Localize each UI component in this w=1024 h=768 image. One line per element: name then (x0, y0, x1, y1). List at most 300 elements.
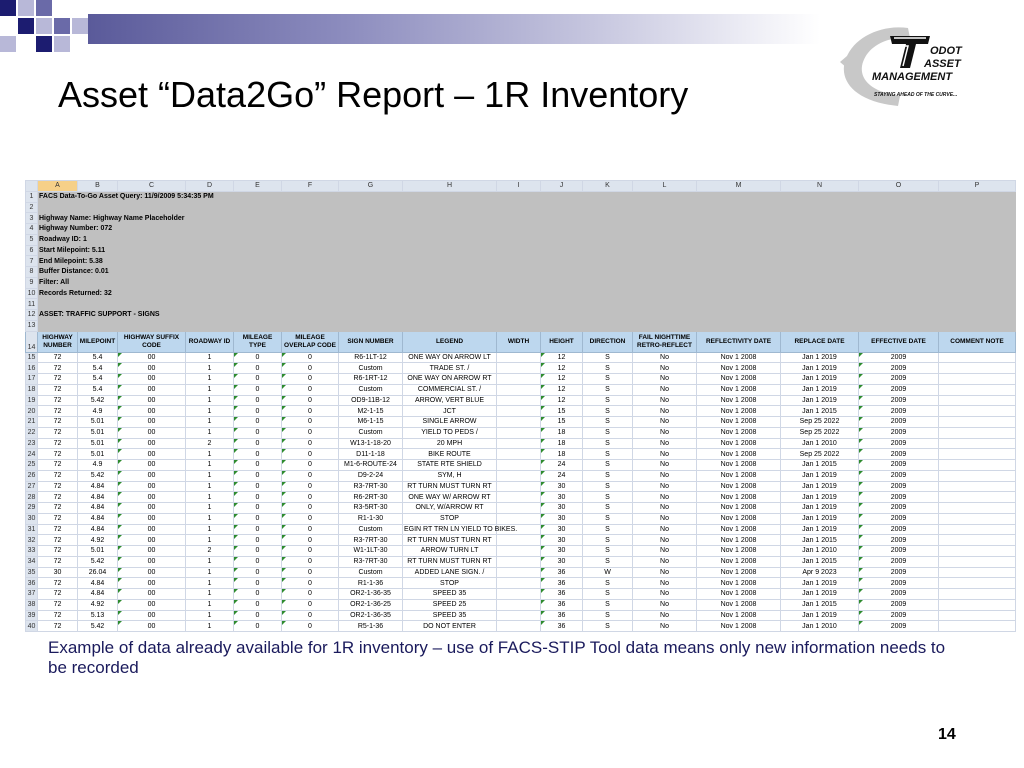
table-cell[interactable]: 0 (282, 621, 339, 632)
table-cell[interactable]: No (633, 589, 697, 600)
table-cell[interactable]: No (633, 578, 697, 589)
column-header-M[interactable]: M (697, 181, 781, 192)
table-cell[interactable] (497, 470, 541, 481)
table-cell[interactable]: 12 (541, 374, 583, 385)
table-cell[interactable]: 0 (234, 578, 282, 589)
table-cell[interactable] (497, 492, 541, 503)
table-cell[interactable]: OD9-11B-12 (339, 395, 403, 406)
table-cell[interactable] (497, 363, 541, 374)
table-cell[interactable]: 2009 (859, 406, 939, 417)
table-cell[interactable]: Custom (339, 384, 403, 395)
table-cell[interactable]: 0 (282, 427, 339, 438)
table-cell[interactable]: 12 (541, 363, 583, 374)
table-cell[interactable]: S (583, 589, 633, 600)
table-cell[interactable]: 72 (38, 417, 78, 428)
table-cell[interactable]: 72 (38, 578, 78, 589)
table-cell[interactable]: S (583, 481, 633, 492)
table-cell[interactable]: Jan 1 2019 (781, 524, 859, 535)
table-cell[interactable]: 4.84 (78, 503, 118, 514)
header-cell[interactable]: FAIL NIGHTTIME RETRO-REFLECT (633, 331, 697, 352)
table-cell[interactable]: RT TURN MUST TURN RT (403, 481, 497, 492)
table-cell[interactable]: S (583, 503, 633, 514)
table-cell[interactable]: 0 (282, 535, 339, 546)
table-cell[interactable]: 2009 (859, 438, 939, 449)
table-cell[interactable]: 1 (186, 524, 234, 535)
table-cell[interactable]: 0 (282, 352, 339, 363)
table-cell[interactable]: 4.92 (78, 535, 118, 546)
header-cell[interactable]: EFFECTIVE DATE (859, 331, 939, 352)
table-cell[interactable]: No (633, 470, 697, 481)
table-cell[interactable]: 1 (186, 384, 234, 395)
table-cell[interactable]: 2009 (859, 470, 939, 481)
table-cell[interactable]: 1 (186, 449, 234, 460)
table-cell[interactable] (939, 352, 1016, 363)
table-cell[interactable]: Nov 1 2008 (697, 524, 781, 535)
table-cell[interactable]: S (583, 363, 633, 374)
table-cell[interactable]: 0 (282, 449, 339, 460)
table-cell[interactable] (939, 599, 1016, 610)
table-cell[interactable]: 72 (38, 535, 78, 546)
column-header-D[interactable]: D (186, 181, 234, 192)
meta-cell[interactable]: Start Milepoint: 5.11 (38, 245, 1016, 256)
table-cell[interactable]: 0 (234, 352, 282, 363)
table-cell[interactable]: 4.84 (78, 524, 118, 535)
row-number[interactable]: 5 (26, 234, 38, 245)
table-cell[interactable]: 00 (118, 417, 186, 428)
table-cell[interactable]: Nov 1 2008 (697, 460, 781, 471)
table-cell[interactable]: Nov 1 2008 (697, 374, 781, 385)
table-cell[interactable] (497, 589, 541, 600)
table-cell[interactable]: No (633, 449, 697, 460)
table-cell[interactable]: 5.4 (78, 363, 118, 374)
column-header-K[interactable]: K (583, 181, 633, 192)
table-cell[interactable]: S (583, 621, 633, 632)
table-cell[interactable]: 2009 (859, 492, 939, 503)
table-cell[interactable] (939, 427, 1016, 438)
table-cell[interactable]: Jan 1 2019 (781, 481, 859, 492)
table-cell[interactable]: 2009 (859, 384, 939, 395)
table-cell[interactable]: 72 (38, 546, 78, 557)
table-cell[interactable]: 1 (186, 578, 234, 589)
row-number[interactable]: 23 (26, 438, 38, 449)
table-cell[interactable]: 5.4 (78, 374, 118, 385)
meta-cell[interactable] (38, 202, 1016, 213)
row-number[interactable]: 39 (26, 610, 38, 621)
table-cell[interactable]: 72 (38, 470, 78, 481)
table-cell[interactable]: 00 (118, 460, 186, 471)
table-cell[interactable]: S (583, 406, 633, 417)
table-cell[interactable]: 0 (234, 417, 282, 428)
table-cell[interactable]: 0 (282, 460, 339, 471)
table-cell[interactable] (939, 460, 1016, 471)
table-cell[interactable]: RT TURN MUST TURN RT (403, 535, 497, 546)
table-cell[interactable]: 2009 (859, 460, 939, 471)
table-cell[interactable]: 36 (541, 589, 583, 600)
table-cell[interactable]: 36 (541, 621, 583, 632)
table-cell[interactable]: R3-7RT-30 (339, 535, 403, 546)
column-header-A[interactable]: A (38, 181, 78, 192)
table-cell[interactable]: 5.01 (78, 417, 118, 428)
table-cell[interactable]: 2009 (859, 556, 939, 567)
table-cell[interactable]: 0 (282, 599, 339, 610)
table-cell[interactable]: S (583, 513, 633, 524)
table-cell[interactable]: Sep 25 2022 (781, 417, 859, 428)
table-cell[interactable]: 00 (118, 589, 186, 600)
row-number[interactable]: 2 (26, 202, 38, 213)
table-cell[interactable]: 00 (118, 481, 186, 492)
table-cell[interactable]: SPEED 35 (403, 589, 497, 600)
table-cell[interactable]: Jan 1 2015 (781, 599, 859, 610)
table-cell[interactable]: 00 (118, 535, 186, 546)
table-cell[interactable]: No (633, 427, 697, 438)
table-cell[interactable] (939, 578, 1016, 589)
table-cell[interactable]: R1-1-30 (339, 513, 403, 524)
column-header-J[interactable]: J (541, 181, 583, 192)
table-cell[interactable]: 00 (118, 524, 186, 535)
table-cell[interactable]: 72 (38, 460, 78, 471)
table-cell[interactable]: 30 (541, 546, 583, 557)
meta-cell[interactable]: Highway Name: Highway Name Placeholder (38, 213, 1016, 224)
table-cell[interactable]: Custom (339, 427, 403, 438)
table-cell[interactable]: No (633, 546, 697, 557)
table-cell[interactable]: Nov 1 2008 (697, 470, 781, 481)
table-cell[interactable]: Nov 1 2008 (697, 352, 781, 363)
table-cell[interactable] (497, 599, 541, 610)
table-cell[interactable]: No (633, 417, 697, 428)
table-cell[interactable]: Nov 1 2008 (697, 406, 781, 417)
table-cell[interactable] (497, 578, 541, 589)
column-header-H[interactable]: H (403, 181, 497, 192)
table-cell[interactable] (497, 513, 541, 524)
row-number[interactable]: 10 (26, 288, 38, 299)
table-cell[interactable]: Jan 1 2010 (781, 546, 859, 557)
header-cell[interactable]: ROADWAY ID (186, 331, 234, 352)
table-cell[interactable]: Jan 1 2015 (781, 406, 859, 417)
table-cell[interactable]: 2 (186, 546, 234, 557)
table-cell[interactable]: Nov 1 2008 (697, 589, 781, 600)
table-cell[interactable]: 4.9 (78, 460, 118, 471)
table-cell[interactable]: 0 (234, 395, 282, 406)
table-cell[interactable]: 30 (541, 535, 583, 546)
table-cell[interactable]: 18 (541, 427, 583, 438)
table-cell[interactable] (939, 535, 1016, 546)
table-cell[interactable]: No (633, 524, 697, 535)
table-cell[interactable]: ONE WAY ON ARROW RT (403, 374, 497, 385)
row-number[interactable]: 8 (26, 267, 38, 278)
table-cell[interactable]: 2009 (859, 395, 939, 406)
table-cell[interactable]: 72 (38, 492, 78, 503)
table-cell[interactable]: 72 (38, 481, 78, 492)
table-cell[interactable]: 2009 (859, 578, 939, 589)
table-cell[interactable]: Nov 1 2008 (697, 427, 781, 438)
table-cell[interactable]: S (583, 460, 633, 471)
table-cell[interactable]: S (583, 395, 633, 406)
table-cell[interactable]: Sep 25 2022 (781, 449, 859, 460)
table-cell[interactable]: 5.01 (78, 546, 118, 557)
table-cell[interactable]: DO NOT ENTER (403, 621, 497, 632)
table-cell[interactable]: ONE WAY ON ARROW LT (403, 352, 497, 363)
table-cell[interactable]: OR2-1-36-35 (339, 589, 403, 600)
table-cell[interactable] (497, 395, 541, 406)
table-cell[interactable]: 0 (234, 427, 282, 438)
table-cell[interactable] (939, 438, 1016, 449)
table-cell[interactable]: 0 (282, 556, 339, 567)
table-cell[interactable] (939, 417, 1016, 428)
table-cell[interactable]: 24 (541, 460, 583, 471)
header-cell[interactable]: SIGN NUMBER (339, 331, 403, 352)
table-cell[interactable]: 72 (38, 503, 78, 514)
table-cell[interactable]: S (583, 438, 633, 449)
table-cell[interactable]: 2009 (859, 589, 939, 600)
table-cell[interactable]: Jan 1 2019 (781, 513, 859, 524)
table-cell[interactable]: 00 (118, 406, 186, 417)
column-header-G[interactable]: G (339, 181, 403, 192)
row-number[interactable]: 9 (26, 277, 38, 288)
table-cell[interactable]: 0 (282, 470, 339, 481)
table-cell[interactable]: 2009 (859, 524, 939, 535)
table-cell[interactable]: Jan 1 2019 (781, 374, 859, 385)
table-cell[interactable]: 0 (234, 374, 282, 385)
table-cell[interactable]: 30 (541, 492, 583, 503)
table-cell[interactable]: 0 (234, 363, 282, 374)
table-cell[interactable]: 00 (118, 427, 186, 438)
table-cell[interactable]: 0 (234, 524, 282, 535)
table-cell[interactable]: 12 (541, 352, 583, 363)
table-cell[interactable]: 0 (234, 470, 282, 481)
table-cell[interactable]: 1 (186, 599, 234, 610)
table-cell[interactable]: 1 (186, 589, 234, 600)
meta-cell[interactable]: End Milepoint: 5.38 (38, 256, 1016, 267)
table-cell[interactable]: 2009 (859, 513, 939, 524)
meta-cell[interactable] (38, 320, 1016, 331)
table-cell[interactable]: No (633, 460, 697, 471)
table-cell[interactable]: 0 (234, 481, 282, 492)
table-cell[interactable] (939, 567, 1016, 578)
header-cell[interactable]: COMMENT NOTE (939, 331, 1016, 352)
table-cell[interactable]: 0 (234, 513, 282, 524)
table-cell[interactable]: 4.84 (78, 578, 118, 589)
table-cell[interactable]: 00 (118, 470, 186, 481)
row-number[interactable]: 36 (26, 578, 38, 589)
table-cell[interactable]: 0 (282, 438, 339, 449)
table-cell[interactable]: 30 (541, 503, 583, 514)
table-cell[interactable]: 00 (118, 546, 186, 557)
table-cell[interactable]: Nov 1 2008 (697, 417, 781, 428)
table-cell[interactable]: No (633, 556, 697, 567)
table-cell[interactable]: R5-1-36 (339, 621, 403, 632)
table-cell[interactable]: 2009 (859, 352, 939, 363)
table-cell[interactable]: 0 (282, 481, 339, 492)
table-cell[interactable]: R6-2RT-30 (339, 492, 403, 503)
table-cell[interactable]: 4.84 (78, 513, 118, 524)
table-cell[interactable]: 4.84 (78, 481, 118, 492)
table-cell[interactable]: 1 (186, 406, 234, 417)
table-cell[interactable]: 12 (541, 384, 583, 395)
table-cell[interactable]: 0 (282, 578, 339, 589)
table-cell[interactable]: S (583, 524, 633, 535)
row-number[interactable]: 13 (26, 320, 38, 331)
table-cell[interactable]: 1 (186, 395, 234, 406)
table-cell[interactable]: 0 (234, 492, 282, 503)
table-cell[interactable] (497, 406, 541, 417)
table-cell[interactable] (497, 384, 541, 395)
table-cell[interactable]: Custom (339, 363, 403, 374)
table-cell[interactable]: 30 (541, 513, 583, 524)
table-cell[interactable]: TRADE ST. / (403, 363, 497, 374)
table-cell[interactable]: 72 (38, 513, 78, 524)
table-cell[interactable]: 20 MPH (403, 438, 497, 449)
table-cell[interactable]: 2009 (859, 449, 939, 460)
table-cell[interactable]: W1-1LT-30 (339, 546, 403, 557)
table-cell[interactable] (497, 503, 541, 514)
table-cell[interactable]: No (633, 599, 697, 610)
table-cell[interactable]: 72 (38, 406, 78, 417)
table-cell[interactable]: No (633, 492, 697, 503)
table-cell[interactable]: 4.92 (78, 599, 118, 610)
table-cell[interactable]: 00 (118, 492, 186, 503)
table-cell[interactable]: 18 (541, 438, 583, 449)
table-cell[interactable]: 00 (118, 578, 186, 589)
table-cell[interactable]: 00 (118, 503, 186, 514)
table-cell[interactable]: Nov 1 2008 (697, 535, 781, 546)
table-cell[interactable]: No (633, 395, 697, 406)
table-cell[interactable]: 1 (186, 460, 234, 471)
table-cell[interactable]: 1 (186, 556, 234, 567)
table-cell[interactable]: S (583, 578, 633, 589)
table-cell[interactable] (939, 621, 1016, 632)
table-cell[interactable]: 72 (38, 352, 78, 363)
meta-cell[interactable]: Records Returned: 32 (38, 288, 1016, 299)
table-cell[interactable]: ADDED LANE SIGN. / (403, 567, 497, 578)
table-cell[interactable]: 00 (118, 363, 186, 374)
table-cell[interactable]: 1 (186, 481, 234, 492)
table-cell[interactable]: 1 (186, 427, 234, 438)
table-cell[interactable]: S (583, 384, 633, 395)
table-cell[interactable]: W13-1-18-20 (339, 438, 403, 449)
table-cell[interactable]: 00 (118, 449, 186, 460)
table-cell[interactable]: 0 (282, 567, 339, 578)
table-cell[interactable]: S (583, 599, 633, 610)
table-cell[interactable]: 2009 (859, 535, 939, 546)
column-header-C[interactable]: C (118, 181, 186, 192)
table-cell[interactable]: 1 (186, 567, 234, 578)
table-cell[interactable] (939, 384, 1016, 395)
table-cell[interactable]: 1 (186, 492, 234, 503)
table-cell[interactable]: 00 (118, 395, 186, 406)
table-cell[interactable]: 00 (118, 513, 186, 524)
table-cell[interactable]: Nov 1 2008 (697, 395, 781, 406)
table-cell[interactable]: No (633, 481, 697, 492)
row-number[interactable]: 28 (26, 492, 38, 503)
table-cell[interactable] (939, 589, 1016, 600)
table-cell[interactable]: 0 (234, 589, 282, 600)
table-cell[interactable]: 72 (38, 524, 78, 535)
table-cell[interactable] (939, 449, 1016, 460)
row-number[interactable]: 15 (26, 352, 38, 363)
table-cell[interactable]: S (583, 374, 633, 385)
table-cell[interactable]: Nov 1 2008 (697, 578, 781, 589)
table-cell[interactable] (939, 406, 1016, 417)
table-cell[interactable]: Nov 1 2008 (697, 503, 781, 514)
row-number[interactable]: 14 (26, 331, 38, 352)
meta-cell[interactable]: Highway Number: 072 (38, 224, 1016, 235)
header-cell[interactable]: HEIGHT (541, 331, 583, 352)
table-cell[interactable]: ARROW TURN LT (403, 546, 497, 557)
table-cell[interactable]: 1 (186, 503, 234, 514)
table-cell[interactable]: Nov 1 2008 (697, 556, 781, 567)
row-number[interactable]: 20 (26, 406, 38, 417)
table-cell[interactable] (939, 610, 1016, 621)
table-cell[interactable] (939, 503, 1016, 514)
header-cell[interactable]: HIGHWAY SUFFIX CODE (118, 331, 186, 352)
header-cell[interactable]: DIRECTION (583, 331, 633, 352)
table-cell[interactable]: 2009 (859, 599, 939, 610)
table-cell[interactable]: Jan 1 2019 (781, 589, 859, 600)
column-header-F[interactable]: F (282, 181, 339, 192)
table-cell[interactable]: Jan 1 2019 (781, 395, 859, 406)
table-cell[interactable]: 36 (541, 610, 583, 621)
row-number[interactable]: 40 (26, 621, 38, 632)
header-cell[interactable]: LEGEND (403, 331, 497, 352)
table-cell[interactable]: 4.84 (78, 589, 118, 600)
table-cell[interactable]: 0 (282, 374, 339, 385)
row-number[interactable]: 26 (26, 470, 38, 481)
table-cell[interactable]: No (633, 352, 697, 363)
table-cell[interactable]: 2009 (859, 363, 939, 374)
table-cell[interactable]: Jan 1 2015 (781, 535, 859, 546)
table-cell[interactable] (497, 621, 541, 632)
table-cell[interactable]: No (633, 535, 697, 546)
header-cell[interactable]: HIGHWAY NUMBER (38, 331, 78, 352)
row-number[interactable]: 7 (26, 256, 38, 267)
table-cell[interactable]: Jan 1 2015 (781, 460, 859, 471)
table-cell[interactable]: 0 (234, 546, 282, 557)
header-cell[interactable]: REFLECTIVITY DATE (697, 331, 781, 352)
table-cell[interactable] (497, 481, 541, 492)
table-cell[interactable]: 0 (282, 492, 339, 503)
column-header-L[interactable]: L (633, 181, 697, 192)
table-cell[interactable]: JCT (403, 406, 497, 417)
meta-cell[interactable]: Roadway ID: 1 (38, 234, 1016, 245)
table-cell[interactable] (497, 460, 541, 471)
table-cell[interactable]: 00 (118, 438, 186, 449)
table-cell[interactable]: S (583, 546, 633, 557)
table-cell[interactable]: M1-6-ROUTE-24 (339, 460, 403, 471)
row-number[interactable]: 17 (26, 374, 38, 385)
table-cell[interactable]: 2009 (859, 417, 939, 428)
table-cell[interactable]: ARROW, VERT BLUE (403, 395, 497, 406)
table-cell[interactable]: YIELD TO PEDS / (403, 427, 497, 438)
table-cell[interactable]: S (583, 449, 633, 460)
table-cell[interactable]: S (583, 417, 633, 428)
row-number[interactable]: 33 (26, 546, 38, 557)
table-cell[interactable]: 24 (541, 470, 583, 481)
table-cell[interactable]: Jan 1 2019 (781, 503, 859, 514)
meta-cell[interactable] (38, 299, 1016, 310)
table-cell[interactable]: 0 (282, 384, 339, 395)
table-cell[interactable] (939, 492, 1016, 503)
row-number[interactable]: 37 (26, 589, 38, 600)
row-number[interactable]: 22 (26, 427, 38, 438)
table-cell[interactable] (497, 417, 541, 428)
row-number[interactable]: 24 (26, 449, 38, 460)
table-cell[interactable]: 00 (118, 374, 186, 385)
table-cell[interactable]: 5.01 (78, 438, 118, 449)
table-cell[interactable]: 12 (541, 395, 583, 406)
header-cell[interactable]: MILEAGE TYPE (234, 331, 282, 352)
table-cell[interactable]: Nov 1 2008 (697, 449, 781, 460)
table-cell[interactable]: 5.42 (78, 470, 118, 481)
